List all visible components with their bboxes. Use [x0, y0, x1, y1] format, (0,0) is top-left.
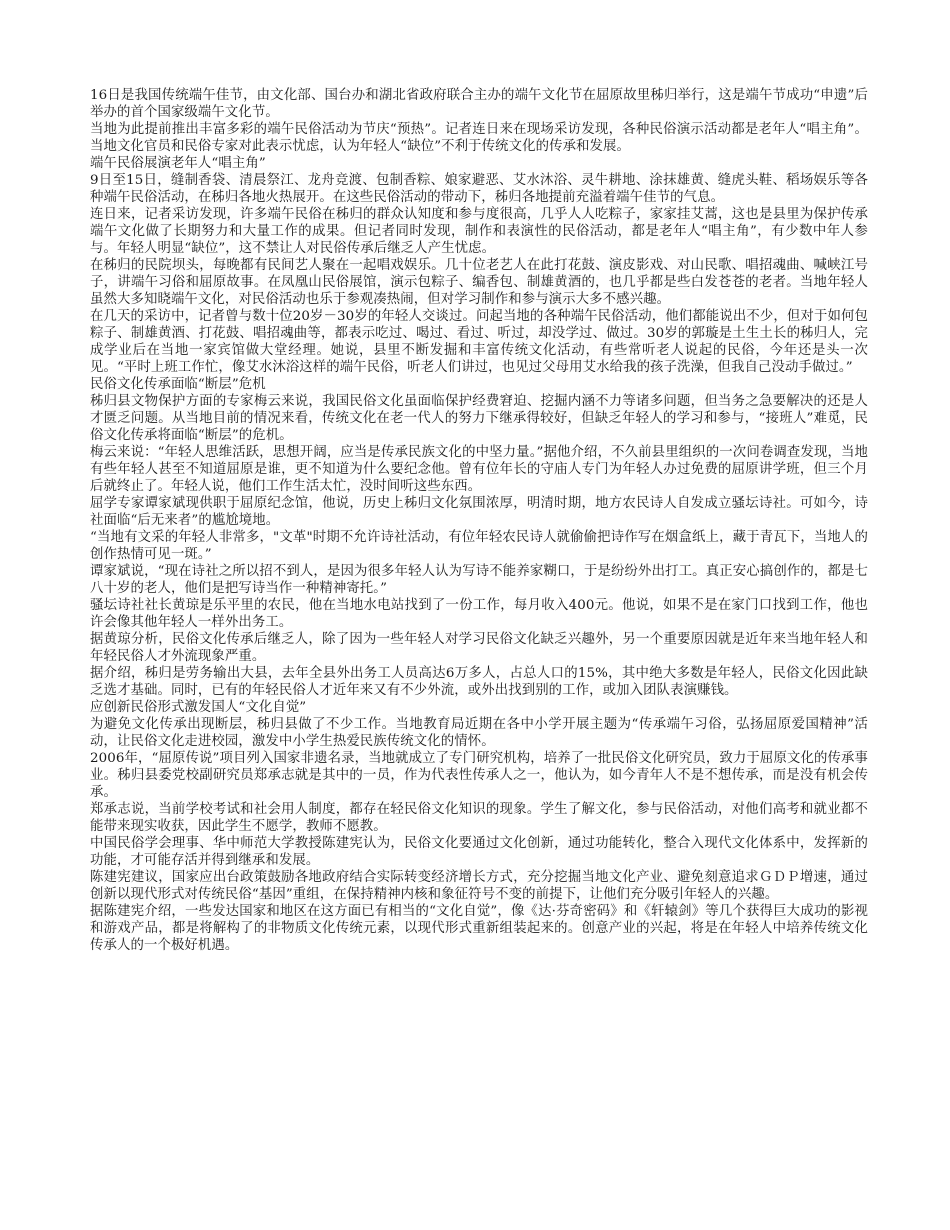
article-paragraph: 为避免文化传承出现断层，秭归县做了不少工作。当地教育局近期在各中小学开展主题为“传承端午习俗，弘扬屈原爱国精神”活动，让民俗文化走进校园，激发中小学生热爱民族传统文化的情怀。 — [90, 717, 868, 749]
article-paragraph: 据黄琼分析，民俗文化传承后继乏人，除了因为一些年轻人对学习民俗文化缺乏兴趣外，另一个重要原因就是近年来当地年轻人和年轻民俗人才外流现象严重。 — [90, 632, 868, 664]
article-paragraph: 郑承志说，当前学校考试和社会用人制度，都存在轻民俗文化知识的现象。学生了解文化，参与民俗活动，对他们高考和就业都不能带来现实收获，因此学生不愿学，教师不愿教。 — [90, 802, 868, 834]
article-paragraph: “当地有文采的年轻人非常多，"文革"时期不允许诗社活动，有位年轻农民诗人就偷偷把诗作写在烟盒纸上，藏于青瓦下，当地人的创作热情可见一斑。” — [90, 530, 868, 562]
article-paragraph: 屈学专家谭家斌现供职于屈原纪念馆，他说，历史上秭归文化氛围浓厚，明清时期，地方农民诗人自发成立骚坛诗社。可如今，诗社面临“后无来者”的尴尬境地。 — [90, 496, 868, 528]
article-paragraph: 9日至15日，缝制香袋、清晨祭江、龙舟竞渡、包制香粽、娘家避恶、艾水沐浴、灵牛耕地、涂抹雄黄、缝虎头鞋、稻场娱乐等各种端午民俗活动，在秭归各地火热展开。在这些民俗活动的带动下，秭归各地提前充溢着端午佳节的气息。 — [90, 173, 868, 205]
article-paragraph: 谭家斌说，“现在诗社之所以招不到人，是因为很多年轻人认为写诗不能养家糊口，于是纷纷外出打工。真正安心搞创作的，都是七八十岁的老人，他们是把写诗当作一种精神寄托。” — [90, 564, 868, 596]
article-body — [90, 87, 868, 954]
article-paragraph: 在秭归的民院坝头，每晚都有民间艺人聚在一起唱戏娱乐。几十位老艺人在此打花鼓、演皮影戏、对山民歌、唱招魂曲、喊峡江号子，讲端午习俗和屈原故事。在凤凰山民俗展馆，演示包粽子、编香包、制雄黄酒的，也几乎都是些白发苍苍的老者。当地年轻人虽然大多知晓端午文化，对民俗活动也乐于参观凑热闹，但对学习制作和参与演示大多不感兴趣。 — [90, 258, 868, 307]
article-paragraph: 连日来，记者采访发现，许多端午民俗在秭归的群众认知度和参与度很高，几乎人人吃粽子，家家挂艾蒿，这也是县里为保护传承端午文化做了长期努力和大量工作的成果。但记者同时发现，制作和表演性的民俗活动，都是老年人“唱主角”，有少数中年人参与。年轻人明显“缺位”，这不禁让人对民俗传承后继乏人产生忧虑。 — [90, 207, 868, 256]
article-paragraph: 中国民俗学会理事、华中师范大学教授陈建宪认为，民俗文化要通过文化创新，通过功能转化，整合入现代文化体系中，发挥新的功能，才可能存活并得到继承和发展。 — [90, 836, 868, 868]
article-paragraph: 据介绍，秭归是劳务输出大县，去年全县外出务工人员高达6万多人，占总人口的15%，其中绝大多数是年轻人，民俗文化因此缺乏选才基础。同时，已有的年轻民俗人才近年来又有不少外流，或外出找到别的工作，或加入团队表演赚钱。 — [90, 666, 868, 698]
article-paragraph: 陈建宪建议，国家应出台政策鼓励各地政府结合实际转变经济增长方式，充分挖掘当地文化产业、避免刻意追求ＧＤＰ增速，通过创新以现代形式对传统民俗“基因”重组，在保持精神内核和象征符号不变的前提下，让他们充分吸引年轻人的兴趣。 — [90, 870, 868, 902]
article-paragraph: 骚坛诗社社长黄琼是乐平里的农民，他在当地水电站找到了一份工作，每月收入400元。他说，如果不是在家门口找到工作，他也许会像其他年轻人一样外出务工。 — [90, 598, 868, 630]
article-paragraph: 16日是我国传统端午佳节，由文化部、国台办和湖北省政府联合主办的端午文化节在屈原故里秭归举行，这是端午节成功“申遗”后举办的首个国家级端午文化节。 — [90, 88, 868, 120]
section-heading: 端午民俗展演老年人“唱主角” — [90, 156, 266, 171]
article-paragraph: 据陈建宪介绍，一些发达国家和地区在这方面已有相当的“文化自觉”，像《达·芬奇密码》和《轩辕剑》等几个获得巨大成功的影视和游戏产品，都是将解构了的非物质文化传统元素，以现代形式重新组装起来的。创意产业的兴起，将是在年轻人中培养传统文化传承人的一个极好机遇。 — [90, 904, 868, 953]
article-paragraph: 秭归县文物保护方面的专家梅云来说，我国民俗文化虽面临保护经费窘迫、挖掘内涵不力等诸多问题，但当务之急要解决的还是人才匮乏问题。从当地目前的情况来看，传统文化在老一代人的努力下继承得较好，但缺乏年轻人的学习和参与，“接班人”难觅，民俗文化传承将面临“断层”的危机。 — [90, 394, 868, 443]
article-paragraph: 2006年，“屈原传说”项目列入国家非遗名录，当地就成立了专门研究机构，培养了一批民俗文化研究员，致力于屈原文化的传承事业。秭归县委党校副研究员郑承志就是其中的一员，作为代表性传承人之一，他认为，如今青年人不是不想传承，而是没有机会传承。 — [90, 751, 868, 800]
section-heading: 应创新民俗形式激发国人“文化自觉” — [90, 700, 307, 715]
article-paragraph: 当地为此提前推出丰富多彩的端午民俗活动为节庆“预热”。记者连日来在现场采访发现，各种民俗演示活动都是老年人“唱主角”。当地文化官员和民俗专家对此表示忧虑，认为年轻人“缺位”不利于传统文化的传承和发展。 — [90, 122, 868, 154]
section-heading: 民俗文化传承面临“断层”危机 — [90, 377, 266, 392]
article-paragraph: 梅云来说：“年轻人思维活跃，思想开阔，应当是传承民族文化的中坚力量。”据他介绍，不久前县里组织的一次问卷调查发现，当地有些年轻人甚至不知道屈原是谁，更不知道为什么要纪念他。曾有位年长的守庙人专门为年轻人办过免费的屈原讲学班，但三个月后就终止了。年轻人说，他们工作生活太忙，没时间听这些东西。 — [90, 445, 868, 494]
article-paragraph: 在几天的采访中，记者曾与数十位20岁－30岁的年轻人交谈过。问起当地的各种端午民俗活动，他们都能说出不少，但对于如何包粽子、制雄黄酒、打花鼓、唱招魂曲等，都表示吃过、喝过、看过、听过，却没学过、做过。30岁的郭璇是土生土长的秭归人，完成学业后在当地一家宾馆做大堂经理。她说，县里不断发掘和丰富传统文化活动，有些常听老人说起的民俗，今年还是头一次见。“平时上班工作忙，像艾水沐浴这样的端午民俗，听老人们讲过，也见过父母用艾水给我的孩子洗澡，但我自己没动手做过。” — [90, 309, 868, 375]
